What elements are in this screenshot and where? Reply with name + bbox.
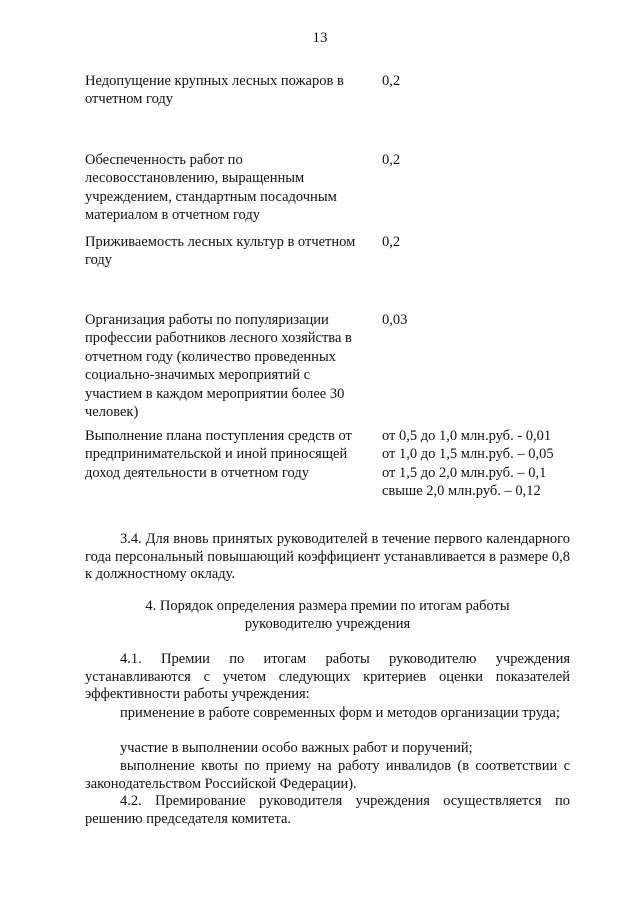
page-number: 13 xyxy=(312,30,328,46)
paragraph-4-2: 4.2. Премирование руководителя учреждения осуществляется по решению председателя комитета. xyxy=(85,793,570,827)
criterion-value xyxy=(382,233,572,251)
criterion-value-line: от 0,5 до 1,0 млн.руб. - 0,01 xyxy=(382,428,552,444)
criterion-label: Приживаемость лесных культур в отчетном году xyxy=(85,234,356,269)
section-4-heading-line: руководителю учреждения xyxy=(244,615,411,632)
criterion-value xyxy=(382,151,572,169)
criterion-value-list xyxy=(382,427,572,501)
criterion-label: Организация работы по популяризации профессии работников лесного хозяйства в отчетном году (количество проведенных социально-значимых мероприятий с участием в каждом мероприятии более 30 человек) xyxy=(85,312,352,421)
criterion-value-line: 0,03 xyxy=(382,312,408,328)
criterion-value-line: 0,2 xyxy=(382,234,401,250)
criterion-label: Выполнение плана поступления средств от предпринимательской и иной приносящей доход деятельности в отчетном году xyxy=(85,428,352,481)
criterion-label: Обеспеченность работ по лесовосстановлению, выращенным учреждением, стандартным посадочным материалом в отчетном году xyxy=(85,152,337,224)
list-item-modern-methods: применение в работе современных форм и методов организации труда; xyxy=(120,705,560,721)
criterion-value-line: от 1,0 до 1,5 млн.руб. – 0,05 xyxy=(382,446,554,463)
paragraph-4-1: 4.1. Премии по итогам работы руководителю учреждения устанавливаются с учетом следующих критериев оценки показателей эффективности работы учреждения: xyxy=(85,651,570,703)
section-4-heading xyxy=(85,598,570,633)
list-item-special-tasks: участие в выполнении особо важных работ и поручений; xyxy=(120,740,473,756)
criterion-value-line: свыше 2,0 млн.руб. – 0,12 xyxy=(382,483,541,500)
criterion-value-line: 0,2 xyxy=(382,152,401,168)
criterion-label: Недопущение крупных лесных пожаров в отчетном году xyxy=(85,73,344,108)
criterion-value xyxy=(382,72,572,90)
list-item-disability-quota: выполнение квоты по приему на работу инвалидов (в соответствии с законодательством Российской Федерации). xyxy=(85,758,570,792)
paragraph-3-4: 3.4. Для вновь принятых руководителей в течение первого календарного года персональный повышающий коэффициент устанавливается в размере 0,8 к должностному окладу. xyxy=(85,531,570,583)
criterion-value-line: от 1,5 до 2,0 млн.руб. – 0,1 xyxy=(382,464,547,481)
criterion-value-line: 0,2 xyxy=(382,73,401,89)
section-4-heading-line: 4. Порядок определения размера премии по итогам работы xyxy=(145,598,510,614)
criterion-value xyxy=(382,311,572,329)
